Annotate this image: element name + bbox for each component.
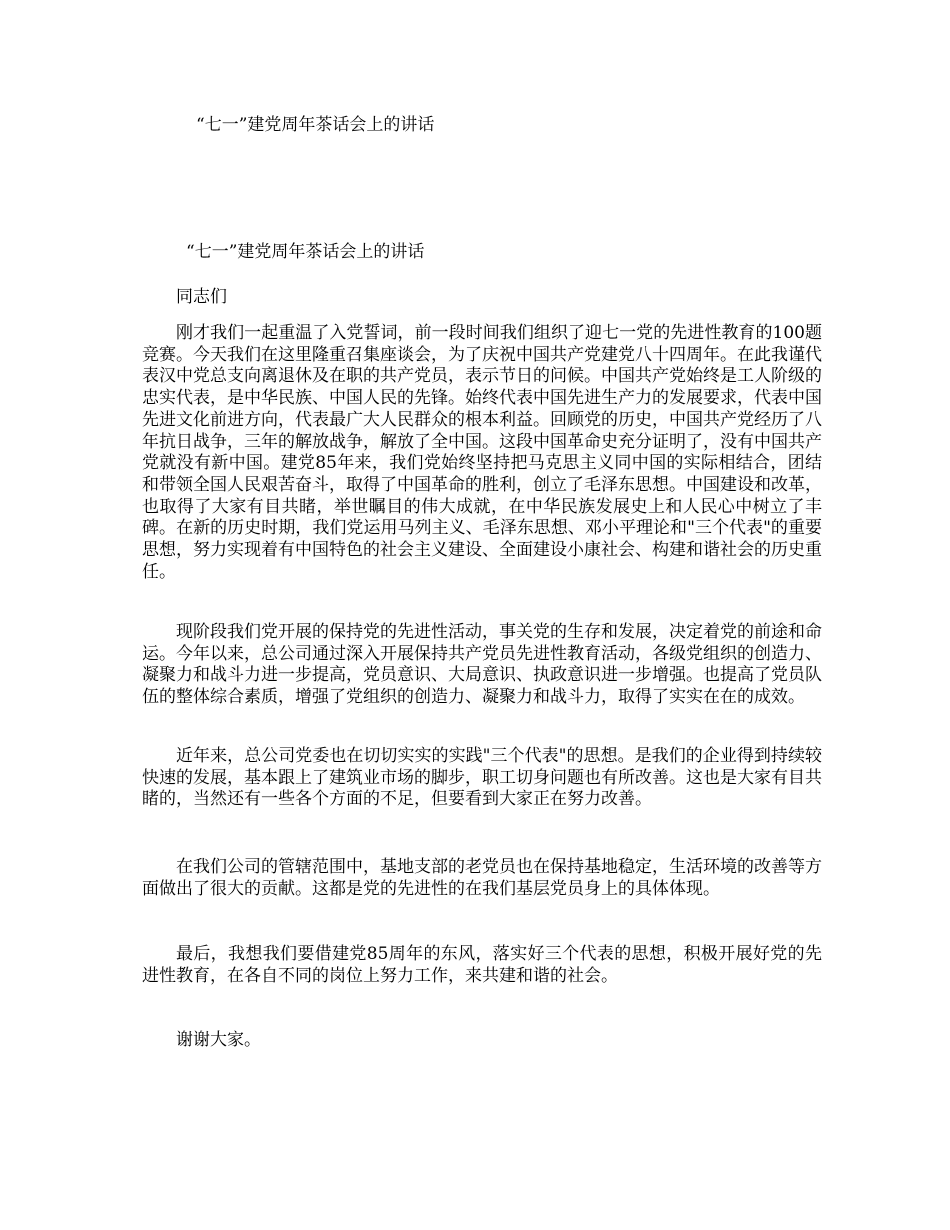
document-header-title: “七一”建党周年茶话会上的讲话: [196, 115, 435, 135]
paragraph-2: 现阶段我们党开展的保持党的先进性活动，事关党的生存和发展，决定着党的前途和命运。今年以来，总公司通过深入开展保持共产党员先进性教育活动，各级党组织的创造力、凝聚力和战斗力进一步提高，党员意识、大局意识、执政意识进一步增强。也提高了党员队伍的整体综合素质，增强了党组织的创造力、凝聚力和战斗力，取得了实实在在的成效。: [142, 622, 822, 708]
paragraph-4: 在我们公司的管辖范围中，基地支部的老党员也在保持基地稳定，生活环境的改善等方面做出了很大的贡献。这都是党的先进性的在我们基层党员身上的具体体现。: [142, 857, 822, 899]
paragraph-5: 最后，我想我们要借建党85周年的东风，落实好三个代表的思想，积极开展好党的先进性教育，在各自不同的岗位上努力工作，来共建和谐的社会。: [142, 944, 822, 986]
paragraph-3: 近年来，总公司党委也在切切实实的实践"三个代表"的思想。是我们的企业得到持续较快速的发展，基本跟上了建筑业市场的脚步，职工切身问题也有所改善。这也是大家有目共睹的，当然还有一些各个方面的不足，但要看到大家正在努力改善。: [142, 746, 822, 810]
speech-title: “七一”建党周年茶话会上的讲话: [186, 242, 425, 262]
closing-remark: 谢谢大家。: [176, 1030, 261, 1050]
paragraph-1: 刚才我们一起重温了入党誓词，前一段时间我们组织了迎七一党的先进性教育的100题竞赛。今天我们在这里隆重召集座谈会，为了庆祝中国共产党建党八十四周年。在此我谨代表汉中党总支向离退休及在职的共产党员，表示节日的问候。中国共产党始终是工人阶级的忠实代表，是中华民族、中国人民的先锋。始终代表中国先进生产力的发展要求，代表中国先进文化前进方向，代表最广大人民群众的根本利益。回顾党的历史，中国共产党经历了八年抗日战争，三年的解放战争，解放了全中国。这段中国革命史充分证明了，没有中国共产党就没有新中国。建党85年来，我们党始终坚持把马克思主义同中国的实际相结合，团结和带领全国人民艰苦奋斗，取得了中国革命的胜利，创立了毛泽东思想。中国建设和改革，也取得了大家有目共睹，举世瞩目的伟大成就，在中华民族发展史上和人民心中树立了丰碑。在新的历史时期，我们党运用马列主义、毛泽东思想、邓小平理论和"三个代表"的重要思想，努力实现着有中国特色的社会主义建设、全面建设小康社会、构建和谐社会的历史重任。: [142, 323, 822, 582]
salutation: 同志们: [176, 287, 227, 307]
